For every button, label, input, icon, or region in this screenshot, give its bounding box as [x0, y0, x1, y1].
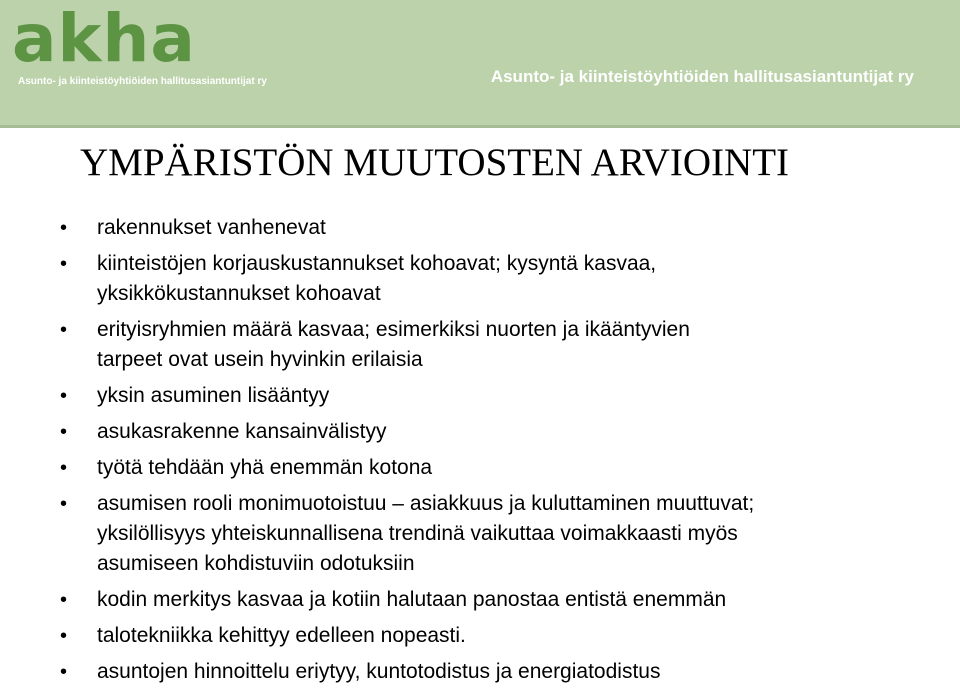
bullet-text: • rakennukset vanhenevat — [97, 216, 326, 239]
bullet-item — [0, 621, 960, 651]
bullet-text: • yksin asuminen lisääntyy — [97, 384, 330, 407]
bullet-text: • työtä tehdään yhä enemmän kotona — [97, 456, 433, 479]
bullet-text: • asumisen rooli monimuotoistuu – asiakkuus ja kuluttaminen muuttuvat; — [97, 492, 755, 515]
bullet-item — [0, 585, 960, 615]
logo-subtitle: Asunto- ja kiinteistöyhtiöiden hallitusasiantuntijat ry — [18, 76, 267, 87]
bullet-text: tarpeet ovat usein hyvinkin erilaisia — [97, 348, 423, 371]
bullet-item — [0, 249, 960, 309]
bullet-text: • erityisryhmien määrä kasvaa; esimerkiksi nuorten ja ikääntyvien — [97, 318, 690, 341]
bullet-item — [0, 453, 960, 483]
bullet-item — [0, 489, 960, 579]
bullet-text: • kiinteistöjen korjauskustannukset kohoavat; kysyntä kasvaa, — [97, 252, 657, 275]
bullet-text: • kodin merkitys kasvaa ja kotiin halutaan panostaa entistä enemmän — [97, 588, 727, 611]
bullet-text: • asukasrakenne kansainvälistyy — [97, 420, 387, 443]
bullet-item — [0, 315, 960, 375]
bullet-item — [0, 381, 960, 411]
bullet-text: yksilöllisyys yhteiskunnallisena trendinä vaikuttaa voimakkaasti myös — [97, 522, 738, 545]
bullet-text: • asuntojen hinnoittelu eriytyy, kuntotodistus ja energiatodistus — [97, 660, 661, 683]
slide-title: YMPÄRISTÖN MUUTOSTEN ARVIOINTI — [80, 141, 790, 184]
bullet-text: yksikkökustannukset kohoavat — [97, 282, 381, 305]
bullet-text: asumiseen kohdistuviin odotuksiin — [97, 552, 415, 575]
logo-wordmark: akha — [12, 0, 196, 77]
bullet-item — [0, 213, 960, 243]
header-band — [0, 0, 960, 128]
bullet-item — [0, 657, 960, 687]
bullet-list — [0, 213, 960, 693]
header-tagline: Asunto- ja kiinteistöyhtiöiden hallitusasiantuntijat ry — [490, 67, 914, 86]
bullet-text: • talotekniikka kehittyy edelleen nopeasti. — [97, 624, 466, 647]
akha-logo — [8, 0, 267, 92]
bullet-item — [0, 417, 960, 447]
